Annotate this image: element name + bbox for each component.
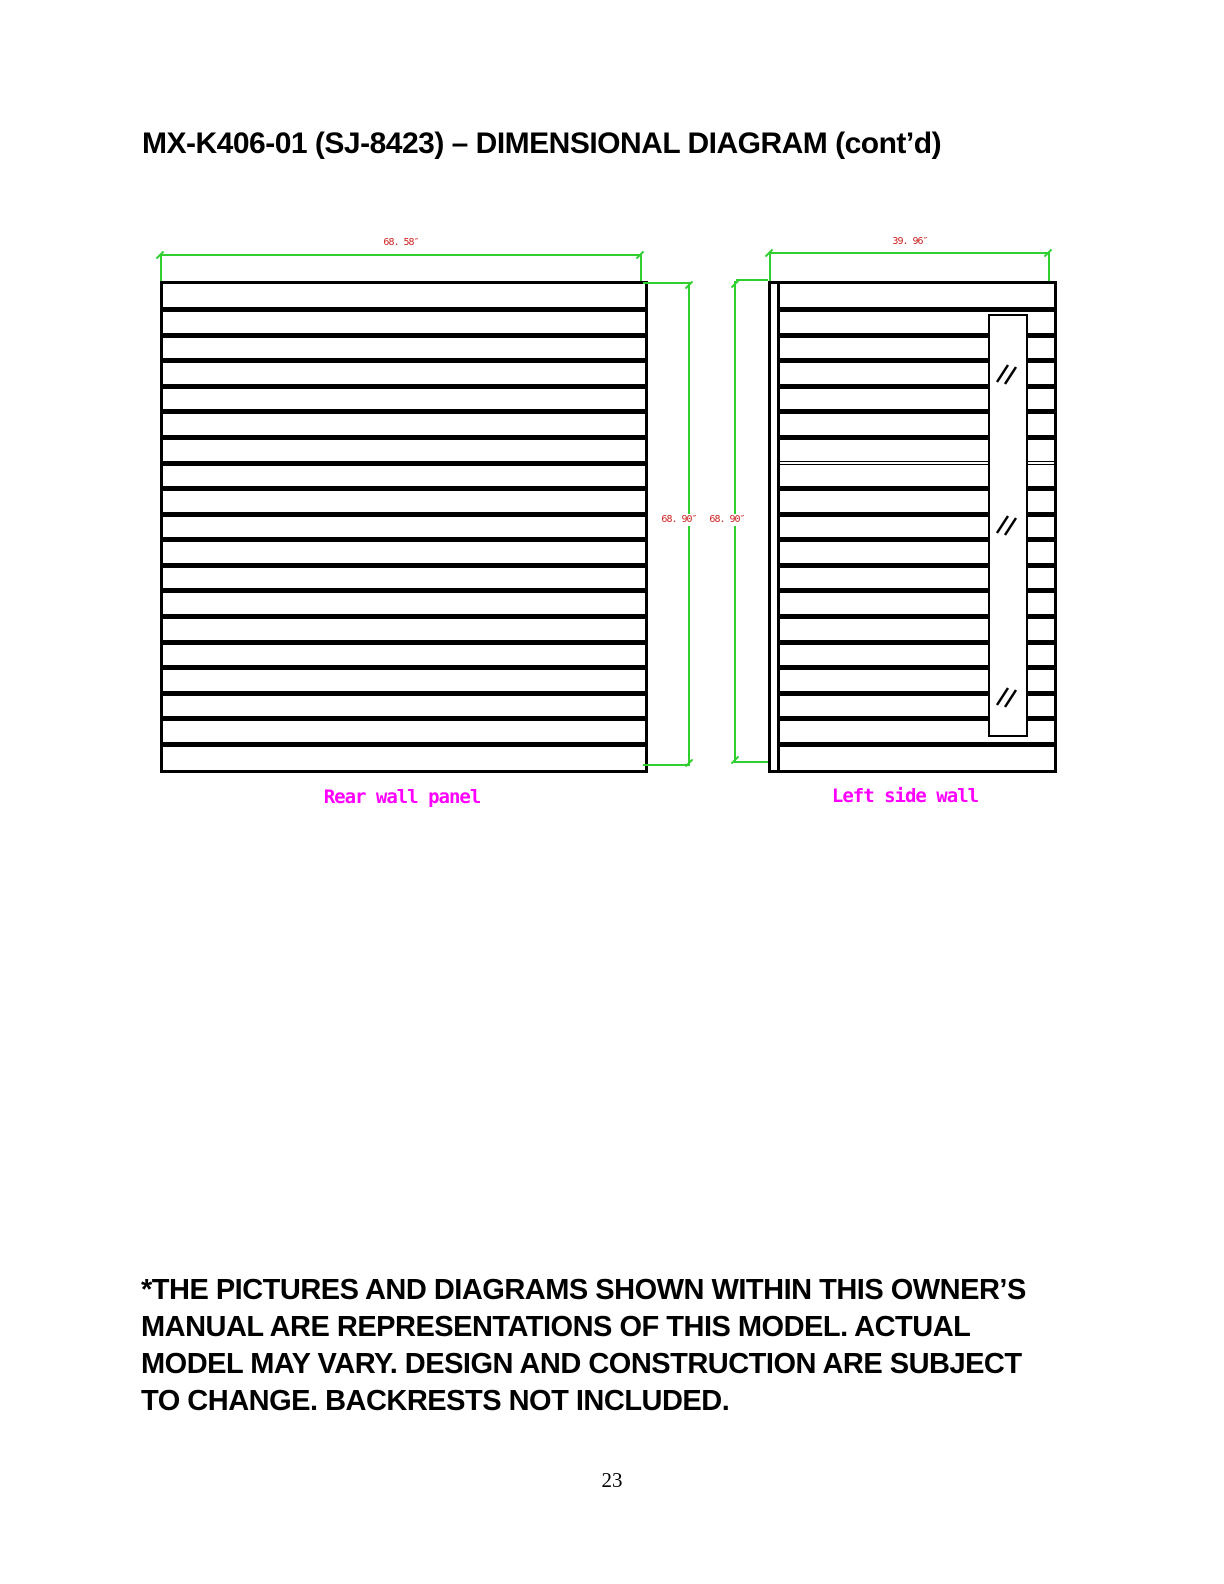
dimension-extension-line <box>643 764 689 766</box>
slat-separator <box>780 307 1054 312</box>
disclaimer-line: MODEL MAY VARY. DESIGN AND CONSTRUCTION ARE SUBJECT <box>141 1348 1022 1380</box>
hatch-mark-icon <box>995 513 1021 537</box>
left-side-caption: Left side wall <box>831 785 979 807</box>
slat-separator <box>163 691 645 696</box>
hatch-mark-icon <box>995 685 1021 709</box>
page-number: 23 <box>601 1468 623 1492</box>
slat-separator <box>163 435 645 440</box>
hatch-mark-icon <box>995 362 1021 386</box>
side-wall-edge-stile <box>777 284 780 770</box>
dimension-extension-line <box>769 252 771 281</box>
slat-separator <box>163 716 645 721</box>
left-side-height-dimension-label: 68. 90″ <box>700 514 754 526</box>
slat-separator <box>163 409 645 414</box>
dimension-extension-line <box>736 279 768 281</box>
disclaimer-line: TO CHANGE. BACKRESTS NOT INCLUDED. <box>141 1385 730 1417</box>
left-side-width-dimension-line <box>769 252 1050 254</box>
slat-separator <box>163 614 645 619</box>
slat-separator <box>163 537 645 542</box>
slat-separator <box>163 384 645 389</box>
disclaimer-line: MANUAL ARE REPRESENTATIONS OF THIS MODEL. ACTUAL <box>141 1311 971 1343</box>
dimension-extension-line <box>160 254 162 282</box>
slat-separator <box>163 563 645 568</box>
slat-separator <box>163 665 645 670</box>
slat-separator <box>780 742 1054 747</box>
slat-separator <box>163 333 645 338</box>
left-side-width-dimension-label: 39. 96″ <box>892 236 928 247</box>
slat-separator <box>163 486 645 491</box>
slat-separator <box>163 358 645 363</box>
rear-wall-panel-drawing <box>160 281 648 773</box>
slat-separator <box>163 512 645 517</box>
rear-wall-height-dimension-label: 68. 90″ <box>652 514 706 526</box>
rear-wall-width-dimension-label: 68. 58″ <box>383 237 419 248</box>
vertical-trim-board <box>988 314 1028 737</box>
slat-separator <box>163 307 645 312</box>
left-side-wall-drawing <box>768 281 1057 773</box>
slat-separator <box>163 742 645 747</box>
rear-wall-width-dimension-line <box>160 254 642 256</box>
dimension-extension-line <box>736 761 768 763</box>
disclaimer-text <box>141 1272 1026 1420</box>
dimension-extension-line <box>643 282 689 284</box>
rear-wall-caption: Rear wall panel <box>323 786 481 808</box>
page-title: MX-K406-01 (SJ-8423) – DIMENSIONAL DIAGRAM (cont’d) <box>142 127 942 160</box>
disclaimer-line: *THE PICTURES AND DIAGRAMS SHOWN WITHIN THIS OWNER’S <box>141 1274 1026 1306</box>
slat-separator <box>163 640 645 645</box>
dimension-extension-line <box>640 254 642 282</box>
slat-separator <box>163 588 645 593</box>
dimension-extension-line <box>1048 252 1050 281</box>
slat-separator <box>163 461 645 466</box>
